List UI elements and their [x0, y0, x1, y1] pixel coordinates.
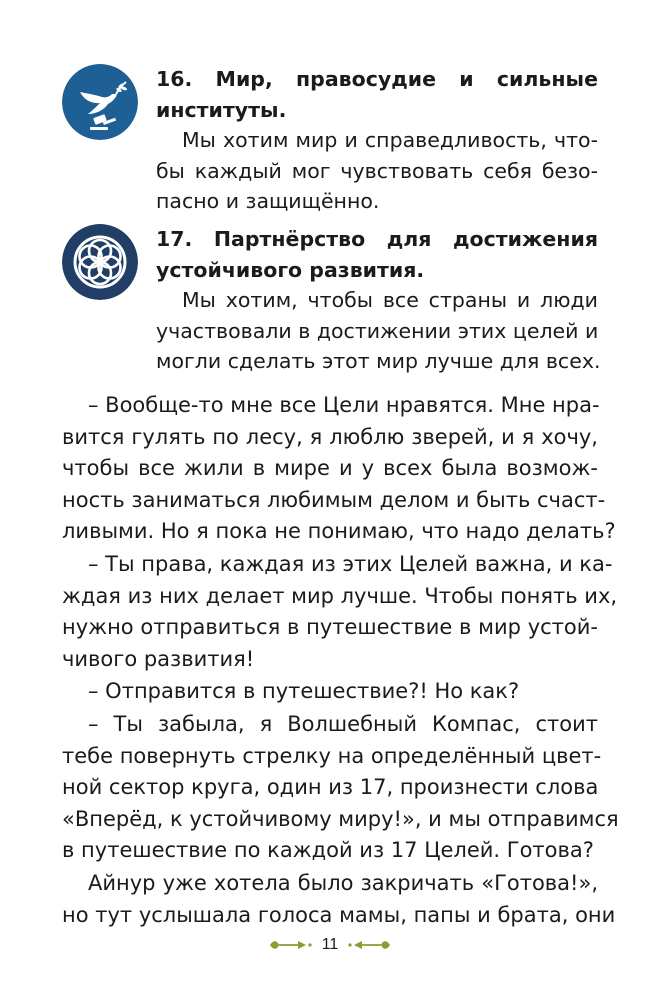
goal-17-body-line-3: могли сделать этот мир лучше для всех. — [156, 349, 601, 373]
dove-gavel-icon — [62, 64, 138, 140]
goal-17-heading-line-1: 17. Партнёрство для достижения — [156, 227, 598, 251]
paragraph-line: – Ты забыла, я Волшебный Компас, стоит — [88, 711, 598, 736]
ornament-left-icon — [268, 938, 312, 952]
paragraph-line: но тут услышала голоса мамы, папы и брата, они — [62, 902, 616, 927]
paragraph-3 — [62, 676, 598, 708]
paragraph-line: – Ты права, каждая из этих Целей важна, и ка- — [88, 551, 613, 576]
goal-17-body-line-1: Мы хотим, чтобы все страны и люди — [182, 288, 598, 312]
paragraph-line: вится гулять по лесу, я люблю зверей, и я хочу, — [62, 424, 598, 449]
paragraph-line: ность заниматься любимым делом и быть счаст- — [62, 487, 606, 512]
paragraph-line: чивого развития! — [62, 646, 255, 671]
paragraph-4 — [62, 709, 619, 867]
goal-16-body-line-2: бы каждый мог чувствовать себя безо- — [156, 158, 598, 183]
goal-16-text — [156, 64, 598, 217]
goal-16-body-line-3: пасно и защищённо. — [156, 189, 380, 213]
flower-rings-icon — [62, 224, 138, 300]
paragraph-line: ливыми. Но я пока не понимаю, что надо делать? — [62, 519, 616, 544]
goal-17-heading-line-2: устойчивого развития. — [156, 257, 425, 282]
paragraph-1 — [62, 390, 616, 548]
paragraph-line: «Вперёд, к устойчивому миру!», и мы отправимся — [62, 806, 619, 831]
paragraph-line: – Отправится в путешествие?! Но как? — [88, 679, 520, 704]
paragraph-line: чтобы все жили в мире и у всех была возмож- — [62, 456, 598, 481]
paragraph-line: нужно отправиться в путешествие в мир устой- — [62, 615, 598, 640]
paragraph-line: Айнур уже хотела было закричать «Готова!», — [88, 870, 598, 895]
ornament-right-icon — [348, 938, 392, 952]
page-number: 11 — [321, 936, 339, 953]
paragraph-line: в путешествие по каждой из 17 Целей. Готова? — [62, 838, 594, 863]
paragraph-line: тебе повернуть стрелку на определённый цвет- — [62, 743, 602, 768]
paragraph-5 — [62, 868, 616, 931]
goal-16-heading-line-2: институты. — [156, 97, 287, 122]
goal-16-body-line-1: Мы хотим мир и справедливость, что- — [182, 128, 598, 152]
goal-17-text — [156, 224, 601, 377]
page-footer — [0, 932, 660, 958]
paragraph-line: ной сектор круга, один из 17, произнести слова — [62, 775, 599, 800]
paragraph-line: ждая из них делает мир лучше. Чтобы понять их, — [62, 583, 618, 608]
goal-16-heading-line-1: 16. Мир, правосудие и сильные — [156, 67, 598, 91]
goal-17-body-line-2: участвовали в достижении этих целей и — [156, 318, 599, 343]
story-text — [62, 390, 619, 932]
paragraph-2 — [62, 549, 618, 675]
paragraph-line: – Вообще-то мне все Цели нравятся. Мне нра- — [88, 393, 600, 417]
